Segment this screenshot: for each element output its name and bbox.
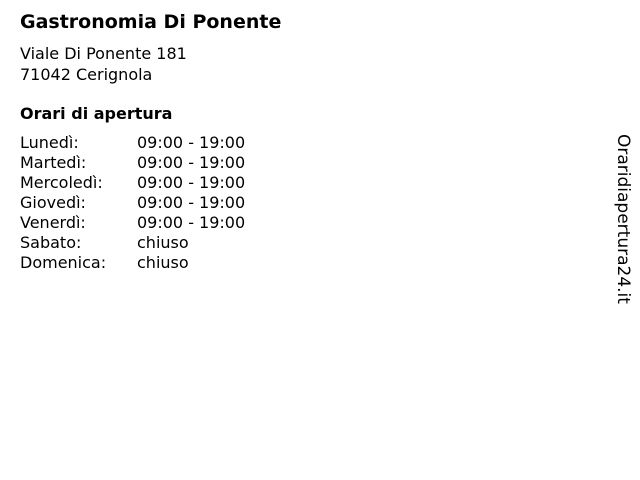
hours-row-monday: [20, 133, 280, 153]
day-label: Mercoledì:: [20, 173, 103, 192]
site-watermark: [610, 134, 636, 308]
shop-name: Gastronomia Di Ponente: [20, 11, 282, 33]
hours-row-friday: [20, 213, 280, 233]
day-hours: 09:00 - 19:00: [137, 153, 246, 172]
day-label: Sabato:: [20, 233, 82, 252]
hours-row-saturday: [20, 233, 280, 253]
hours-row-wednesday: [20, 173, 280, 193]
hours-row-tuesday: [20, 153, 280, 173]
opening-hours-heading: Orari di apertura: [20, 104, 173, 123]
day-label: Lunedì:: [20, 133, 79, 152]
watermark-text: Oraridiapertura24.it: [613, 134, 633, 304]
day-hours: chiuso: [137, 233, 189, 252]
day-hours: 09:00 - 19:00: [137, 193, 246, 212]
day-label: Martedì:: [20, 153, 87, 172]
day-label: Domenica:: [20, 253, 107, 272]
opening-hours-list: [20, 133, 280, 273]
hours-row-sunday: [20, 253, 280, 273]
address-city: 71042 Cerignola: [20, 65, 153, 84]
hours-row-thursday: [20, 193, 280, 213]
day-hours: 09:00 - 19:00: [137, 133, 246, 152]
shop-address: [20, 43, 187, 85]
day-hours: chiuso: [137, 253, 189, 272]
day-label: Giovedì:: [20, 193, 86, 212]
address-street: Viale Di Ponente 181: [20, 44, 187, 63]
day-hours: 09:00 - 19:00: [137, 173, 246, 192]
day-hours: 09:00 - 19:00: [137, 213, 246, 232]
day-label: Venerdì:: [20, 213, 86, 232]
